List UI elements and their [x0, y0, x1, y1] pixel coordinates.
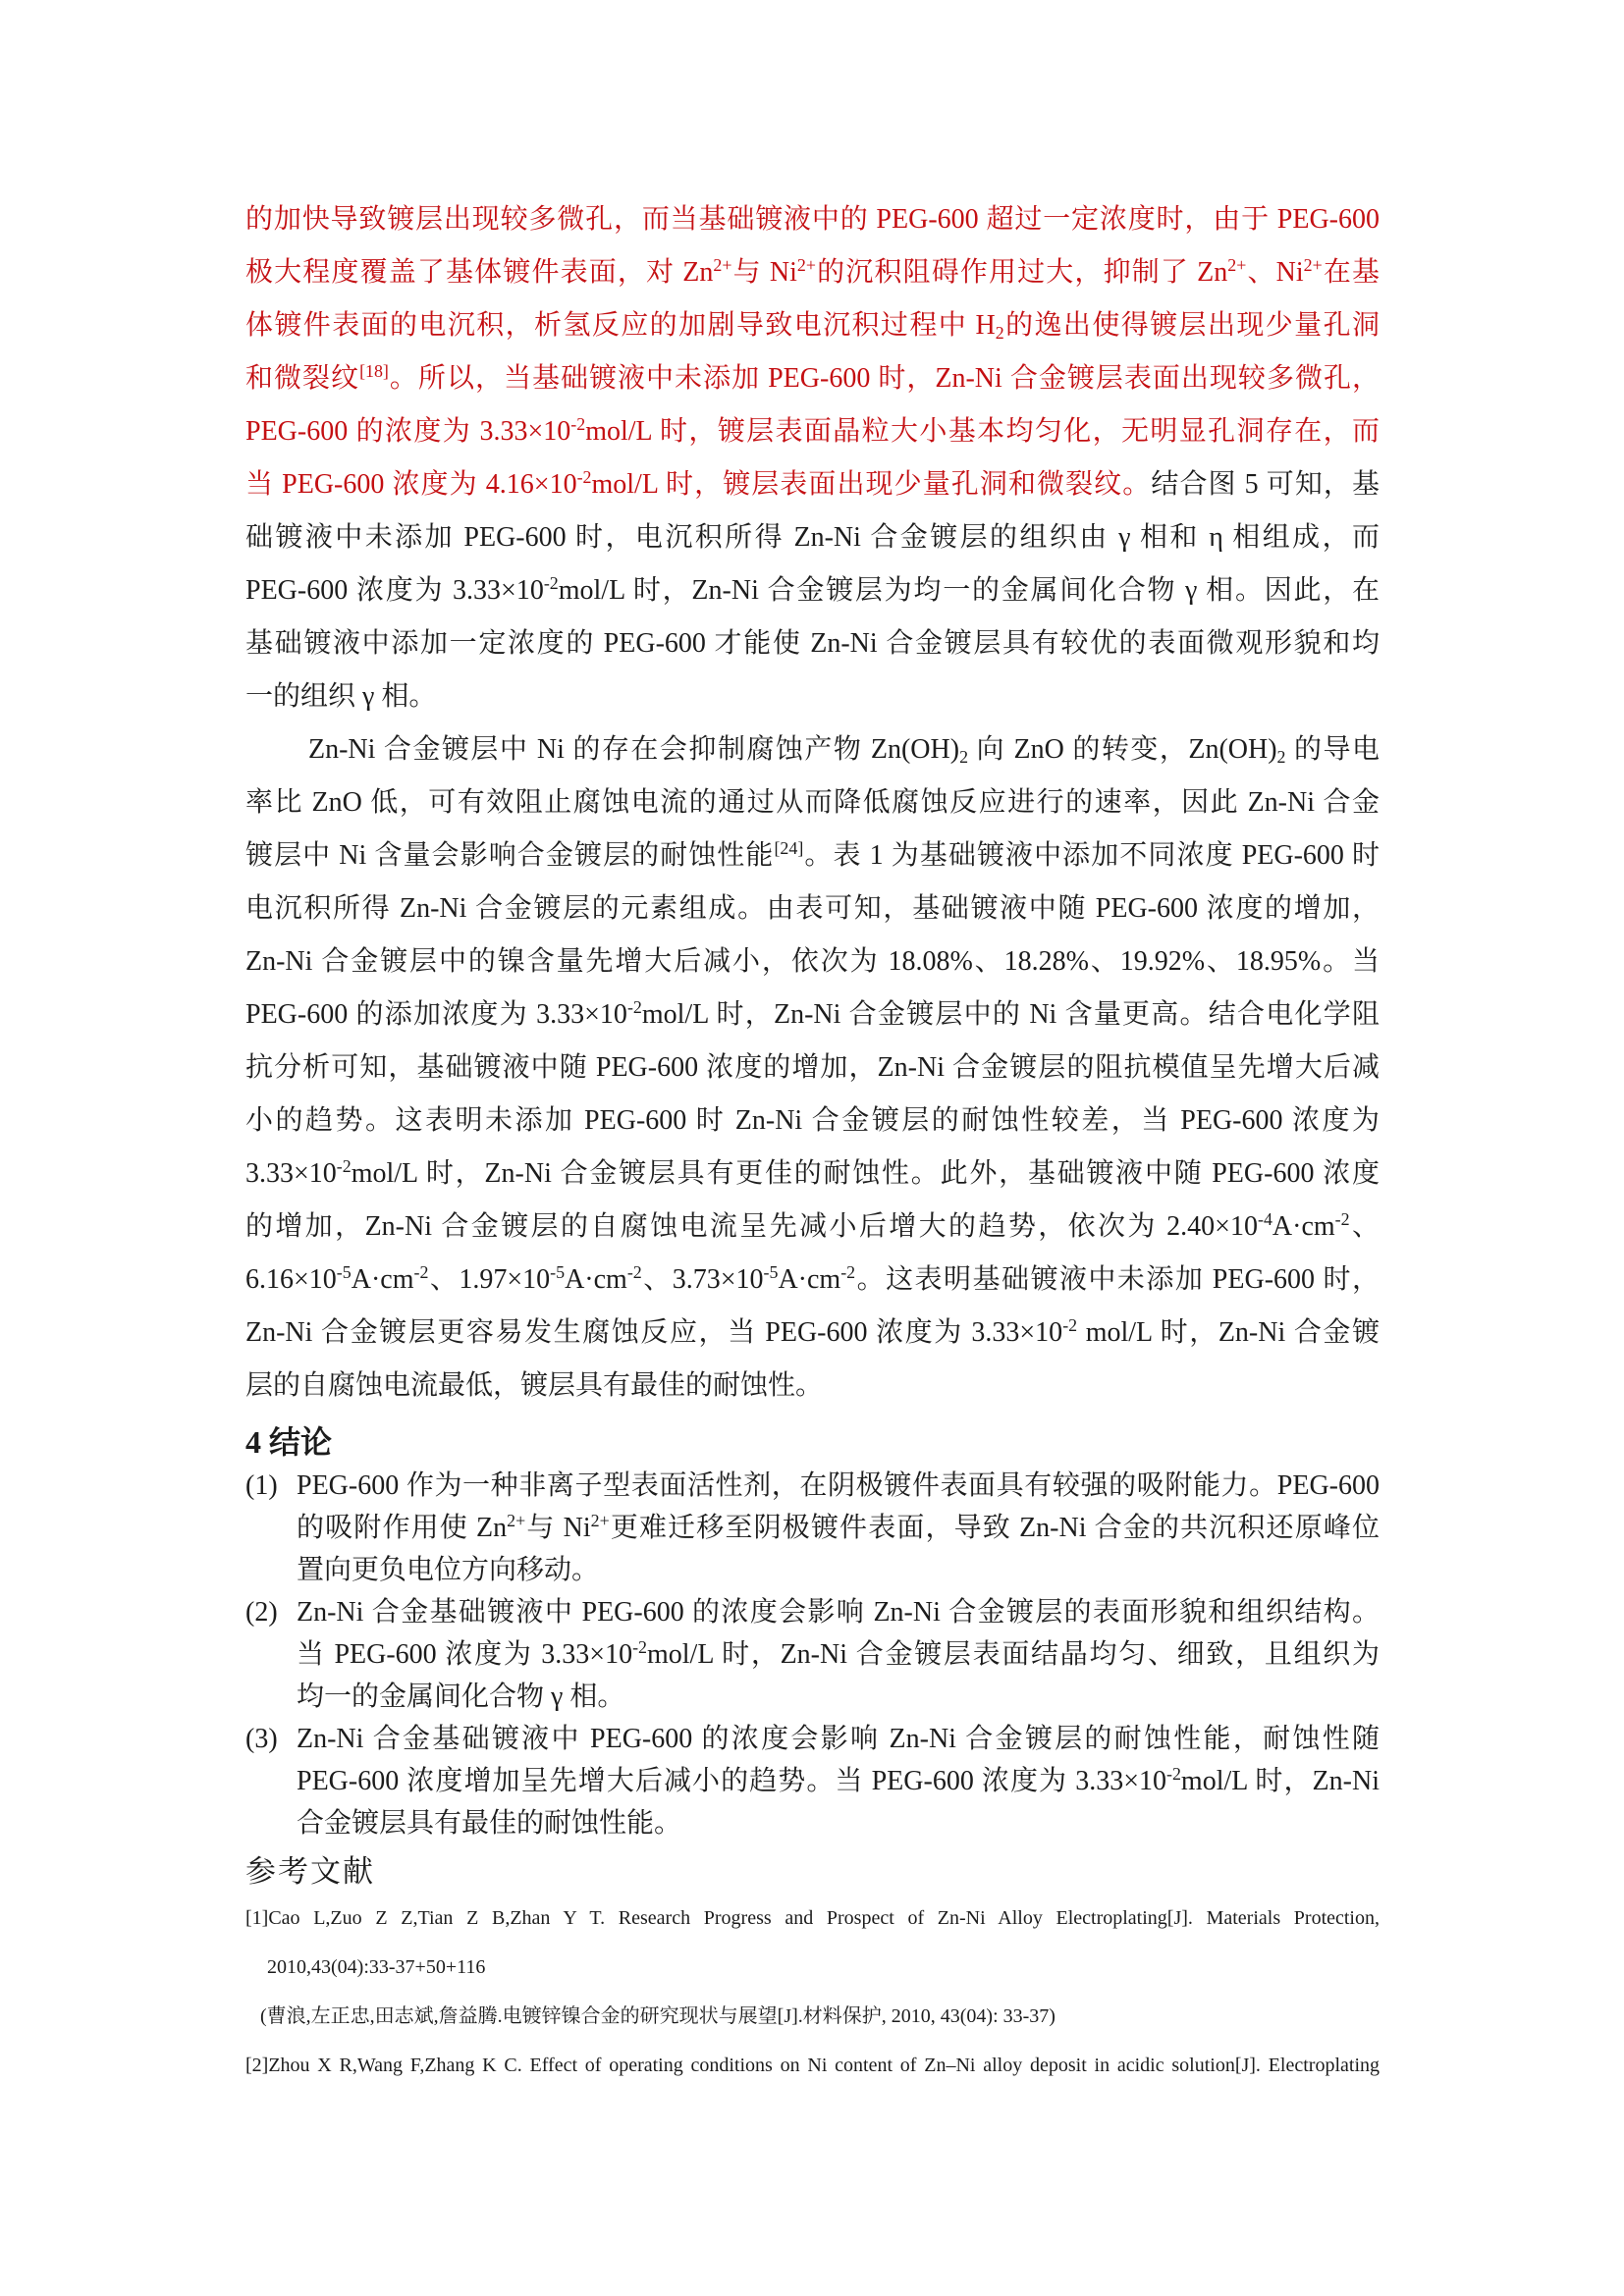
- text-segment: [18]: [359, 361, 389, 382]
- text-line: [245, 1507, 1380, 1549]
- text-segment: mol/L 时，Zn-Ni 合金镀层中的 Ni 含量更高。结合电化学阻: [641, 999, 1380, 1030]
- text-segment: 、3.73×10: [641, 1264, 764, 1295]
- text-segment: PEG-600 浓度增加呈先增大后减小的趋势。当 PEG-600 浓度为 3.33×10: [297, 1766, 1166, 1796]
- text-line: [245, 935, 1380, 988]
- text-segment: -2: [626, 997, 642, 1018]
- text-segment: 、: [1349, 1211, 1380, 1242]
- text-segment: -2: [543, 573, 559, 594]
- text-segment: Zn-Ni 合金镀层中的镍含量先增大后减小，依次为 18.08%、18.28%、19.92%、18.95%。当: [245, 946, 1380, 977]
- text-segment: 2+: [1227, 255, 1247, 276]
- reference-line: [2]Zhou X R,Wang F,Zhang K C. Effect of operating conditions on Ni content of Zn–Ni alloy deposit in acidic solution[J]. Electroplating: [245, 2055, 1380, 2076]
- text-segment: [24]: [774, 838, 804, 859]
- reference-list: [245, 1894, 1380, 2090]
- text-segment: -5: [763, 1262, 779, 1283]
- text-segment: PEG-600 浓度为 3.33×10: [245, 575, 544, 606]
- text-segment: mol/L 时，Zn-Ni: [1180, 1766, 1380, 1796]
- text-segment: Zn-Ni 合金镀层更容易发生腐蚀反应，当 PEG-600 浓度为 3.33×10: [245, 1317, 1063, 1348]
- text-segment: -2: [1334, 1209, 1350, 1230]
- text-segment: 率比 ZnO 低，可有效阻止腐蚀电流的通过从而降低腐蚀反应进行的速率，因此 Zn-Ni 合金: [245, 787, 1380, 818]
- text-segment: 镀层中 Ni 含量会影响合金镀层的耐蚀性能: [245, 840, 775, 871]
- reference-line: 2010,43(04):33-37+50+116: [267, 1956, 486, 1978]
- text-segment: 结合图 5 可知，基: [1151, 469, 1380, 500]
- text-segment: 当 PEG-600 浓度为 4.16×10: [245, 469, 577, 500]
- text-segment: 更难迁移至阴极镀件表面，导致 Zn-Ni 合金的共沉积还原峰位: [609, 1513, 1380, 1543]
- text-segment: Zn-Ni 合金镀层中 Ni 的存在会抑制腐蚀产物 Zn(OH): [308, 734, 960, 765]
- text-segment: 和微裂纹: [245, 363, 360, 394]
- text-segment: 层的自腐蚀电流最低，镀层具有最佳的耐蚀性。: [245, 1370, 824, 1401]
- text-segment: -4: [1257, 1209, 1272, 1230]
- text-segment: -2: [632, 1637, 647, 1658]
- text-line: [245, 1633, 1380, 1676]
- text-segment: 3.33×10: [245, 1158, 337, 1189]
- conclusion-item-first-line: [245, 1591, 1380, 1633]
- list-marker: (3): [245, 1724, 278, 1754]
- text-segment: mol/L 时，Zn-Ni 合金镀层为均一的金属间化合物 γ 相。因此，在: [558, 575, 1380, 606]
- text-line: [245, 299, 1380, 352]
- text-line: [245, 829, 1380, 882]
- text-segment: A·cm: [351, 1264, 414, 1295]
- text-segment: 的沉积阻碍作用过大，抑制了 Zn: [815, 257, 1228, 288]
- text-segment: 2+: [507, 1511, 526, 1531]
- text-line: [245, 511, 1380, 564]
- text-segment: 6.16×10: [245, 1264, 337, 1295]
- text-segment: -2: [576, 467, 592, 488]
- text-line: [245, 882, 1380, 935]
- text-segment: -5: [336, 1262, 352, 1283]
- text-segment: 电沉积所得 Zn-Ni 合金镀层的元素组成。由表可知，基础镀液中随 PEG-600 浓度的增加，: [245, 893, 1380, 924]
- text-line: [245, 723, 1380, 776]
- text-segment: -2: [336, 1156, 352, 1177]
- text-segment: 体镀件表面的电沉积，析氢反应的加剧导致电沉积过程中 H: [245, 310, 996, 341]
- paragraph-corrosion-analysis: [245, 723, 1380, 1413]
- text-line: [245, 1760, 1380, 1802]
- text-segment: 置向更负电位方向移动。: [297, 1555, 600, 1585]
- section-heading-conclusion: 4 结论: [245, 1424, 333, 1460]
- text-line: [245, 1802, 1380, 1844]
- text-segment: 。所以，当基础镀液中未添加 PEG-600 时，Zn-Ni 合金镀层表面出现较多微孔，: [388, 363, 1380, 394]
- text-segment: 合金镀层具有最佳的耐蚀性能。: [297, 1808, 682, 1839]
- text-segment: 2: [995, 323, 1004, 344]
- text-segment: -2: [626, 1262, 642, 1283]
- text-segment: mol/L 时，Zn-Ni 合金镀层表面结晶均匀、细致，且组织为: [647, 1639, 1380, 1670]
- text-segment: 的导电: [1285, 734, 1380, 765]
- text-line: [245, 405, 1380, 458]
- text-segment: A·cm: [1272, 1211, 1335, 1242]
- conclusion-list: [245, 1465, 1380, 1844]
- text-segment: 2: [959, 747, 969, 768]
- text-line: [245, 1307, 1380, 1360]
- text-segment: 均一的金属间化合物 γ 相。: [297, 1682, 625, 1712]
- text-line: [245, 352, 1380, 405]
- list-marker: (2): [245, 1597, 278, 1628]
- text-segment: 在基: [1322, 257, 1380, 288]
- text-segment: 、Ni: [1246, 257, 1304, 288]
- text-segment: 2: [1276, 747, 1286, 768]
- text-segment: 的吸附作用使 Zn: [297, 1513, 508, 1543]
- text-segment: 的加快导致镀层出现较多微孔，而当基础镀液中的 PEG-600 超过一定浓度时，由于 PEG-600: [245, 204, 1380, 235]
- text-segment: 。表 1 为基础镀液中添加不同浓度 PEG-600 时: [803, 840, 1380, 871]
- conclusion-item-first-line: [245, 1718, 1380, 1760]
- text-segment: 与 Ni: [731, 257, 797, 288]
- page-content: [245, 193, 1380, 2090]
- text-segment: 基础镀液中添加一定浓度的 PEG-600 才能使 Zn-Ni 合金镀层具有较优的表面微观形貌和均: [245, 628, 1380, 659]
- text-segment: 的增加，Zn-Ni 合金镀层的自腐蚀电流呈先减小后增大的趋势，依次为 2.40×10: [245, 1211, 1258, 1242]
- references-heading: 参考文献: [245, 1854, 375, 1889]
- text-line: [245, 193, 1380, 246]
- text-segment: mol/L 时，Zn-Ni 合金镀: [1077, 1317, 1380, 1348]
- conclusion-item-first-line: [245, 1465, 1380, 1507]
- text-line: [245, 988, 1380, 1041]
- text-segment: Zn-Ni 合金基础镀液中 PEG-600 的浓度会影响 Zn-Ni 合金镀层的表面形貌和组织结构。: [297, 1597, 1380, 1628]
- text-line: [245, 1041, 1380, 1095]
- text-segment: 一的组织 γ 相。: [245, 681, 437, 712]
- text-line: [245, 564, 1380, 617]
- text-segment: PEG-600 的浓度为 3.33×10: [245, 416, 571, 447]
- text-line: [245, 776, 1380, 829]
- text-segment: -2: [570, 414, 586, 435]
- text-line: [245, 1254, 1380, 1307]
- text-line: [245, 1549, 1380, 1591]
- list-marker: (1): [245, 1470, 278, 1501]
- text-segment: 2+: [1303, 255, 1323, 276]
- text-segment: 当 PEG-600 浓度为 3.33×10: [297, 1639, 633, 1670]
- text-line: [245, 246, 1380, 299]
- text-line: [245, 1676, 1380, 1718]
- text-segment: -2: [1062, 1315, 1078, 1336]
- text-segment: 与 Ni: [525, 1513, 591, 1543]
- text-segment: Zn-Ni 合金基础镀液中 PEG-600 的浓度会影响 Zn-Ni 合金镀层的耐蚀性能，耐蚀性随: [297, 1724, 1380, 1754]
- text-segment: -2: [1166, 1764, 1181, 1785]
- text-segment: 的逸出使得镀层出现少量孔洞: [1003, 310, 1380, 341]
- text-segment: PEG-600 的添加浓度为 3.33×10: [245, 999, 627, 1030]
- text-line: [245, 1201, 1380, 1254]
- text-segment: 2+: [590, 1511, 610, 1531]
- text-segment: PEG-600 作为一种非离子型表面活性剂，在阴极镀件表面具有较强的吸附能力。PEG-600: [297, 1470, 1380, 1501]
- text-segment: mol/L 时，镀层表面晶粒大小基本均匀化，无明显孔洞存在，而: [585, 416, 1380, 447]
- text-segment: A·cm: [565, 1264, 627, 1295]
- text-segment: -2: [413, 1262, 429, 1283]
- text-line: [245, 458, 1380, 511]
- text-segment: mol/L 时，镀层表面出现少量孔洞和微裂纹。: [591, 469, 1152, 500]
- text-line: [245, 617, 1380, 670]
- text-segment: 极大程度覆盖了基体镀件表面，对 Zn: [245, 257, 714, 288]
- text-segment: 抗分析可知，基础镀液中随 PEG-600 浓度的增加，Zn-Ni 合金镀层的阻抗模值呈先增大后减: [245, 1052, 1380, 1083]
- text-segment: 、1.97×10: [428, 1264, 551, 1295]
- reference-line: [1]Cao L,Zuo Z Z,Tian Z B,Zhan Y T. Research Progress and Prospect of Zn-Ni Alloy Electroplating[J]. Materials Protection,: [245, 1907, 1380, 1929]
- text-segment: 2+: [713, 255, 732, 276]
- text-segment: A·cm: [778, 1264, 841, 1295]
- text-line: [245, 1360, 1380, 1413]
- text-segment: 小的趋势。这表明未添加 PEG-600 时 Zn-Ni 合金镀层的耐蚀性较差，当 PEG-600 浓度为: [245, 1105, 1380, 1136]
- reference-line: (曹浪,左正忠,田志斌,詹益腾.电镀锌镍合金的研究现状与展望[J].材料保护, 2010, 43(04): 33-37): [260, 2005, 1056, 2027]
- text-segment: 向 ZnO 的转变，Zn(OH): [968, 734, 1277, 765]
- text-segment: -5: [550, 1262, 566, 1283]
- text-line: [245, 1095, 1380, 1148]
- text-segment: 。这表明基础镀液中未添加 PEG-600 时，: [855, 1264, 1380, 1295]
- text-segment: 2+: [796, 255, 816, 276]
- paragraph-revision-red: [245, 193, 1380, 723]
- text-segment: -2: [840, 1262, 856, 1283]
- text-line: [245, 670, 1380, 723]
- text-line: [245, 1148, 1380, 1201]
- text-segment: 础镀液中未添加 PEG-600 时，电沉积所得 Zn-Ni 合金镀层的组织由 γ 相和 η 相组成，而: [245, 522, 1380, 553]
- text-segment: mol/L 时，Zn-Ni 合金镀层具有更佳的耐蚀性。此外，基础镀液中随 PEG-600 浓度: [351, 1158, 1380, 1189]
